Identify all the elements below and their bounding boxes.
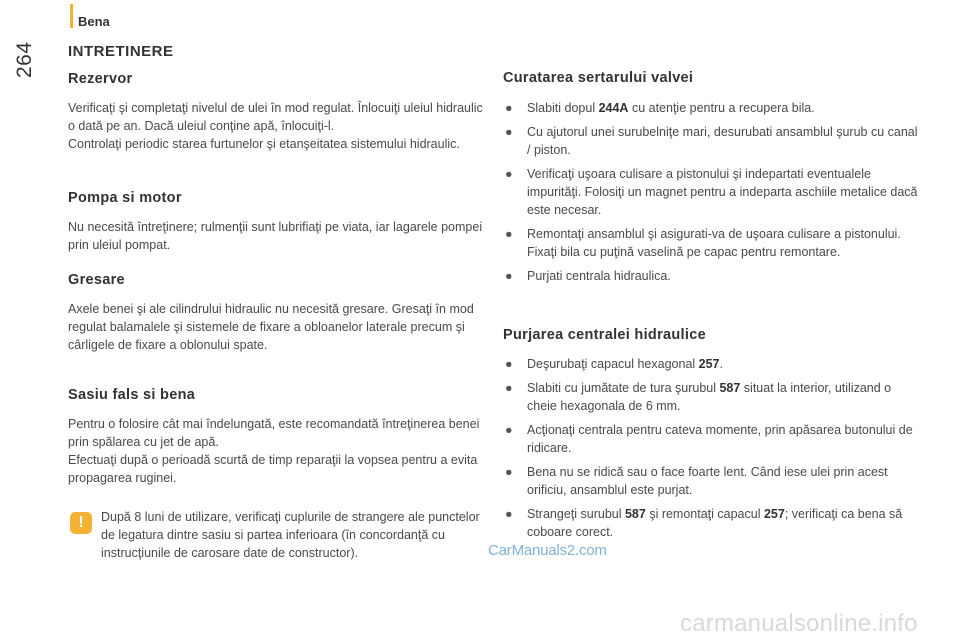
bullet-icon: ● [505, 125, 513, 139]
watermark-footer: carmanualsonline.info [680, 610, 918, 637]
warning-text: După 8 luni de utilizare, verificaţi cuplurile de strangere ale punctelor de legatura dintre sasiu si partea inferioara (în concordanţă cu instrucţiunile de carosare date de constructor). [101, 510, 480, 560]
list-item: ● Remontaţi ansamblul şi asigurati-va de uşoara culisare a pistonului. Fixaţi bila cu puţină vaselină pe capac pentru remontare. [505, 227, 901, 259]
section-accent-bar [70, 4, 73, 28]
bullet-icon: ● [505, 423, 513, 437]
list-item: ● Purjati centrala hidraulica. [505, 269, 671, 283]
pompa-paragraph-1: Nu necesită întreţinere; rulmenţii sunt lubrifiaţi pe viata, iar lagarele pompei prin uleiul pompat. [68, 220, 483, 252]
bullet-icon: ● [505, 465, 513, 479]
watermark-link[interactable]: CarManuals2.com [488, 542, 607, 559]
bullet-icon: ● [505, 269, 513, 283]
section-title-gresare: Gresare [68, 272, 125, 288]
part-ref: 244A [598, 101, 629, 115]
warning-icon: ! [70, 512, 92, 534]
page-number: 264 [13, 41, 36, 78]
rezervor-paragraph-2: Controlaţi periodic starea furtunelor şi etanşeitatea sistemului hidraulic. [68, 137, 460, 151]
curatarea-list [503, 99, 923, 291]
rezervor-paragraph-1: Verificaţi şi completaţi nivelul de ulei în mod regulat. Înlocuiţi uleiul hidraulic o dată pe an. Dacă uleiul conţine apă, înlocuiţi-l. [68, 101, 483, 133]
section-title-curatarea: Curatarea sertarului valvei [503, 70, 694, 86]
bullet-icon: ● [505, 507, 513, 521]
section-title-pompa: Pompa si motor [68, 190, 182, 206]
section-title-purjarea: Purjarea centralei hidraulice [503, 327, 706, 343]
bullet-icon: ● [505, 167, 513, 181]
bullet-icon: ● [505, 101, 513, 115]
part-ref: 587 [719, 381, 741, 395]
list-item: ● Acţionaţi centrala pentru cateva momente, prin apăsarea butonului de ridicare. [505, 423, 913, 455]
part-ref: 257 [763, 507, 785, 521]
list-item: ● Deşurubaţi capacul hexagonal 257. [505, 357, 723, 371]
bullet-icon: ● [505, 381, 513, 395]
list-item: ● Bena nu se ridică sau o face foarte lent. Când iese ulei prin acest orificiu, ansamblul este purjat. [505, 465, 888, 497]
list-item: ● Slabiti cu jumătate de tura şurubul 587 situat la interior, utilizand o cheie hexagonala de 6 mm. [505, 381, 892, 413]
bullet-icon: ● [505, 357, 513, 371]
bullet-icon: ● [505, 227, 513, 241]
section-title-sasiu: Sasiu fals si bena [68, 387, 196, 403]
list-item: ● Slabiti dopul 244A cu atenţie pentru a recupera bila. [505, 101, 815, 115]
gresare-paragraph-1: Axele benei şi ale cilindrului hidraulic nu necesită gresare. Gresaţi în mod regulat balamalele şi sistemele de fixare a obloanelor laterale precum şi cârligele de fixare a oblonului spate. [68, 302, 474, 352]
part-ref: 257 [698, 357, 720, 371]
list-item: ● Cu ajutorul unei surubelniţe mari, desurubati ansamblul şurub cu canal / piston. [505, 125, 918, 157]
page-heading: INTRETINERE [68, 43, 174, 60]
purjarea-list [503, 355, 923, 547]
sasiu-paragraph-1: Pentru o folosire cât mai îndelungată, este recomandată întreţinerea benei prin spălarea cu jet de apă. [68, 417, 480, 449]
section-title-rezervor: Rezervor [68, 71, 133, 87]
sasiu-paragraph-2: Efectuaţi după o perioadă scurtă de timp reparaţii la vopsea pentru a evita propagarea ruginei. [68, 453, 478, 485]
section-header: Bena [78, 14, 110, 29]
list-item: ● Verificaţi uşoara culisare a pistonului şi indepartati eventualele impurităţi. Folosiţi un magnet pentru a indeparta aschiile metalice dacă este necesar. [505, 167, 918, 217]
part-ref: 587 [624, 507, 646, 521]
list-item: ● Strangeţi surubul 587 şi remontaţi capacul 257; verificaţi ca bena să coboare corect. [505, 507, 903, 539]
